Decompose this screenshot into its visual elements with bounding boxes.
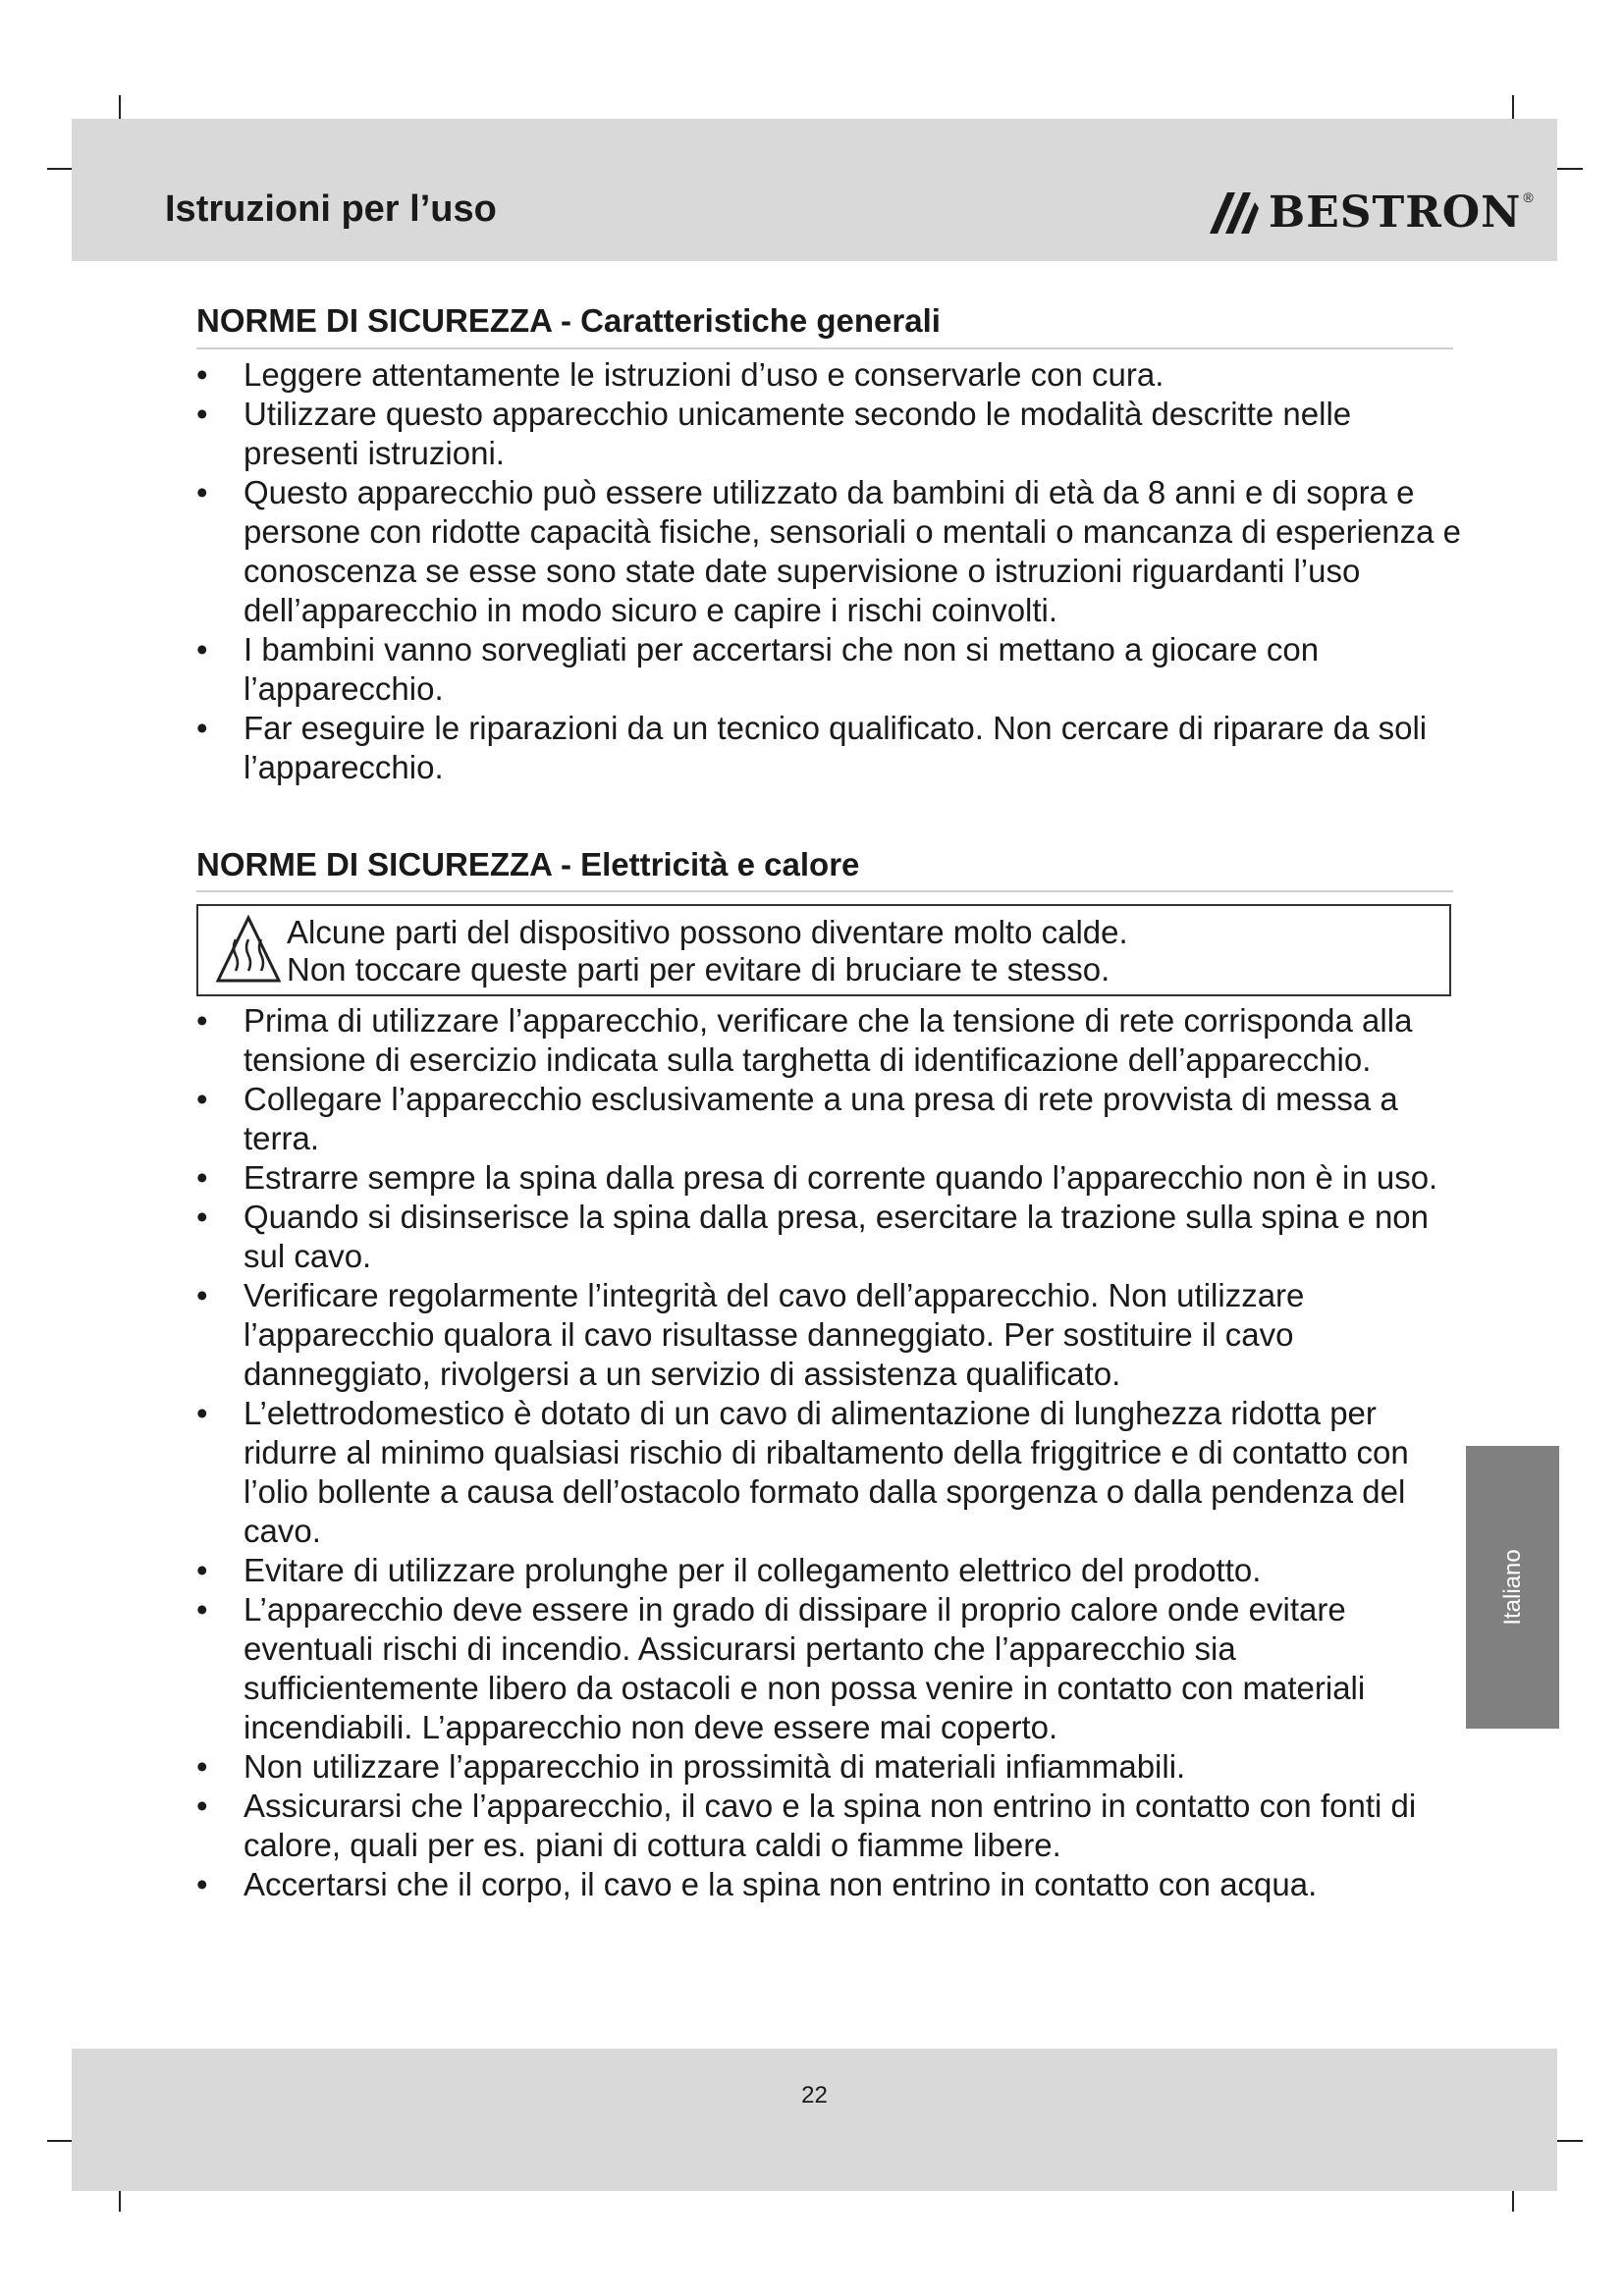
hot-surface-warning: [196, 904, 1451, 996]
footer-band: [72, 2049, 1557, 2191]
bullet: •: [196, 1199, 208, 1235]
registered-mark: ®: [1523, 189, 1534, 205]
list-item: • Estrarre sempre la spina dalla presa di corrente quando l’apparecchio non è in uso.: [196, 1159, 1438, 1196]
warning-text: [287, 914, 1128, 988]
electrical-safety-list: [196, 1001, 1473, 1904]
bullet: •: [196, 1552, 208, 1588]
list-item: • Evitare di utilizzare prolunghe per il collegamento elettrico del prodotto.: [196, 1552, 1262, 1588]
list-item: • Questo apparecchio può essere utilizzato da bambini di età da 8 anni e di sopra e persone con ridotte capacità fisiche, sensoriali o mentali o mancanza di esperienza e conoscenza se esse sono state date supervisione o istruzioni riguardanti l’uso dell’apparecchio in modo sicuro e capire i rischi coinvolti.: [196, 474, 1462, 628]
divider: [196, 347, 1453, 349]
bullet: •: [196, 1748, 208, 1785]
section-heading-general: NORME DI SICUREZZA - Caratteristiche generali: [196, 302, 941, 339]
list-item: • L’apparecchio deve essere in grado di dissipare il proprio calore onde evitare eventuali rischi di incendio. Assicurarsi pertanto che l’apparecchio sia sufficientemente libero da ostacoli e non possa venire in contatto con materiali incendiabili. L’apparecchio non deve essere mai coperto.: [196, 1591, 1366, 1745]
list-item: • Accertarsi che il corpo, il cavo e la spina non entrino in contatto con acqua.: [196, 1866, 1318, 1902]
page-title: Istruzioni per l’uso: [165, 188, 497, 230]
language-tab: [1466, 1446, 1559, 1729]
bullet: •: [196, 1866, 208, 1902]
warning-line: Alcune parti del dispositivo possono diventare molto calde.: [287, 914, 1128, 950]
divider: [196, 890, 1453, 892]
list-item: • I bambini vanno sorvegliati per accertarsi che non si mettano a giocare con l’apparecchio.: [196, 631, 1320, 707]
section-heading-electricity: NORME DI SICUREZZA - Elettricità e calore: [196, 846, 860, 882]
bullet: •: [196, 474, 208, 510]
bullet: •: [196, 1081, 208, 1117]
list-item: • Utilizzare questo apparecchio unicamente secondo le modalità descritte nelle presenti istruzioni.: [196, 396, 1352, 471]
brand-name: BESTRON: [1269, 187, 1522, 238]
list-item: • Collegare l’apparecchio esclusivamente a una presa di rete provvista di messa a terra.: [196, 1081, 1398, 1156]
list-item: • L’elettrodomestico è dotato di un cavo di alimentazione di lunghezza ridotta per ridurre al minimo qualsiasi rischio di ribaltamento della friggitrice e di contatto con l’olio bollente a causa dell’ostacolo formato dalla sporgenza o dalla pendenza del cavo.: [196, 1395, 1409, 1549]
list-item: • Quando si disinserisce la spina dalla presa, esercitare la trazione sulla spina e non sul cavo.: [196, 1199, 1430, 1274]
hot-surface-warning-icon: [214, 914, 283, 987]
bullet: •: [196, 631, 208, 667]
page-number: 22: [801, 2082, 828, 2109]
list-item: • Assicurarsi che l’apparecchio, il cavo e la spina non entrino in contatto con fonti di calore, quali per es. piani di cottura caldi o fiamme libere.: [196, 1788, 1417, 1863]
language-label: Italiano: [1498, 1549, 1526, 1626]
list-item: • Non utilizzare l’apparecchio in prossimità di materiali infiammabili.: [196, 1748, 1186, 1785]
list-item: • Prima di utilizzare l’apparecchio, verificare che la tensione di rete corrisponda alla tensione di esercizio indicata sulla targhetta di identificazione dell’apparecchio.: [196, 1002, 1413, 1078]
brand-logo: [1206, 188, 1534, 247]
bullet: •: [196, 710, 208, 746]
bullet: •: [196, 396, 208, 432]
brand-chevrons-icon: [1206, 188, 1261, 238]
bullet: •: [196, 1395, 208, 1431]
list-item: • Far eseguire le riparazioni da un tecnico qualificato. Non cercare di riparare da soli l’apparecchio.: [196, 710, 1428, 785]
warning-line: Non toccare queste parti per evitare di bruciare te stesso.: [287, 951, 1110, 988]
bullet: •: [196, 1277, 208, 1313]
bullet: •: [196, 356, 208, 393]
bullet: •: [196, 1002, 208, 1039]
list-item: • Leggere attentamente le istruzioni d’uso e conservarle con cura.: [196, 356, 1164, 393]
list-item: • Verificare regolarmente l’integrità del cavo dell’apparecchio. Non utilizzare l’apparecchio qualora il cavo risultasse danneggiato. Per sostituire il cavo danneggiato, rivolgersi a un servizio di assistenza qualificato.: [196, 1277, 1305, 1392]
bullet: •: [196, 1788, 208, 1824]
bullet: •: [196, 1591, 208, 1628]
general-safety-list: [196, 355, 1473, 787]
bullet: •: [196, 1159, 208, 1196]
